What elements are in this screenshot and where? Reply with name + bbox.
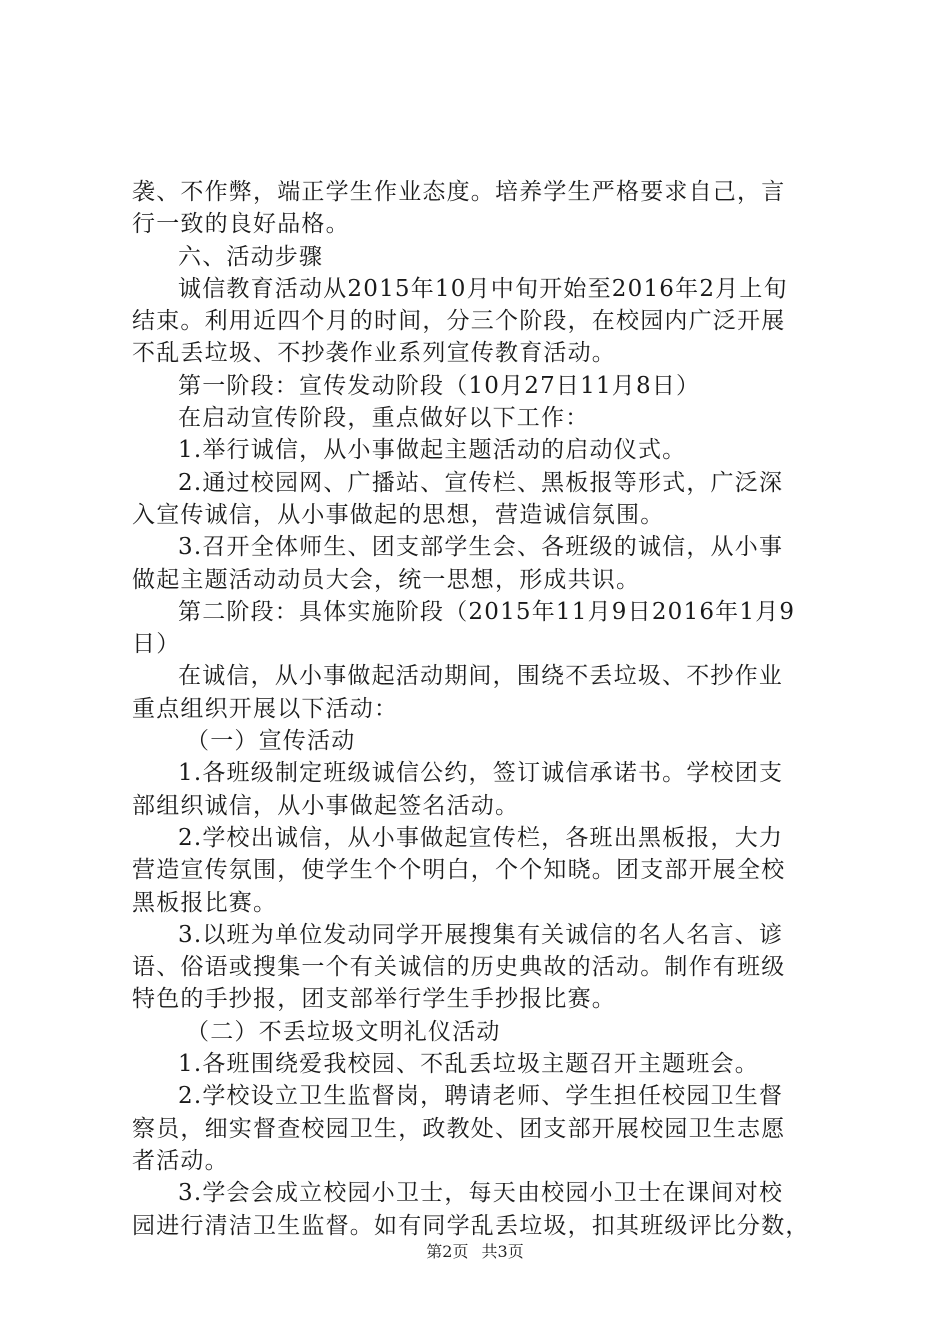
text-line: 察员，细实督查校园卫生，政教处、团支部开展校园卫生志愿 bbox=[132, 1115, 786, 1142]
text-line: 做起主题活动动员大会，统一思想，形成共识。 bbox=[132, 566, 641, 593]
text-line: 在诚信，从小事做起活动期间，围绕不丢垃圾、不抄作业 bbox=[178, 663, 783, 690]
text-line: 语、俗语或搜集一个有关诚信的历史典故的活动。制作有班级 bbox=[132, 954, 786, 981]
text-line: 诚信教育活动从2015年10月中旬开始至2016年2月上旬 bbox=[178, 275, 788, 302]
text-line: 1.举行诚信，从小事做起主题活动的启动仪式。 bbox=[178, 437, 687, 464]
text-line: 行一致的良好品格。 bbox=[132, 211, 350, 238]
text-line: 在启动宣传阶段，重点做好以下工作： bbox=[178, 405, 590, 432]
document-body bbox=[132, 176, 832, 1242]
text-line: 者活动。 bbox=[132, 1147, 229, 1174]
text-line: 重点组织开展以下活动： bbox=[132, 695, 399, 722]
text-line: 不乱丢垃圾、不抄袭作业系列宣传教育活动。 bbox=[132, 340, 616, 367]
text-line: 部组织诚信，从小事做起签名活动。 bbox=[132, 792, 520, 819]
page-total: 共3页 bbox=[481, 1242, 524, 1261]
text-line: 2.学校出诚信，从小事做起宣传栏，各班出黑板报，大力 bbox=[178, 824, 784, 851]
text-line: 3.召开全体师生、团支部学生会、各班级的诚信，从小事 bbox=[178, 534, 784, 561]
text-line: 袭、不作弊，端正学生作业态度。培养学生严格要求自己，言 bbox=[132, 179, 786, 205]
text-line: （一）宣传活动 bbox=[186, 728, 356, 755]
text-line: 第二阶段：具体实施阶段（2015年11月9日2016年1月9 bbox=[178, 598, 796, 625]
text-line: 3.学会会成立校园小卫士，每天由校园小卫士在课间对校 bbox=[178, 1180, 784, 1207]
text-line: 3.以班为单位发动同学开展搜集有关诚信的名人名言、谚 bbox=[178, 921, 784, 948]
text-line: 第一阶段：宣传发动阶段（10月27日11月8日） bbox=[178, 372, 701, 399]
text-line: 园进行清洁卫生监督。如有同学乱丢垃圾，扣其班级评比分数， bbox=[132, 1212, 810, 1239]
text-line: 黑板报比赛。 bbox=[132, 889, 278, 916]
text-line: 入宣传诚信，从小事做起的思想，营造诚信氛围。 bbox=[132, 501, 665, 528]
text-line: （二）不丢垃圾文明礼仪活动 bbox=[186, 1018, 501, 1045]
text-line: 日） bbox=[132, 631, 181, 658]
text-line: 1.各班级制定班级诚信公约，签订诚信承诺书。学校团支 bbox=[178, 760, 784, 787]
text-line: 六、活动步骤 bbox=[178, 243, 324, 270]
text-line: 2.学校设立卫生监督岗，聘请老师、学生担任校园卫生督 bbox=[178, 1083, 784, 1110]
text-line: 营造宣传氛围，使学生个个明白，个个知晓。团支部开展全校 bbox=[132, 857, 786, 884]
text-line: 结束。利用近四个月的时间，分三个阶段，在校园内广泛开展 bbox=[132, 308, 786, 335]
text-line: 特色的手抄报，团支部举行学生手抄报比赛。 bbox=[132, 986, 616, 1013]
page-footer bbox=[0, 1242, 950, 1262]
page-number: 第2页 bbox=[426, 1242, 469, 1261]
text-line: 2.通过校园网、广播站、宣传栏、黑板报等形式，广泛深 bbox=[178, 469, 784, 496]
text-line: 1.各班围绕爱我校园、不乱丢垃圾主题召开主题班会。 bbox=[178, 1051, 759, 1078]
